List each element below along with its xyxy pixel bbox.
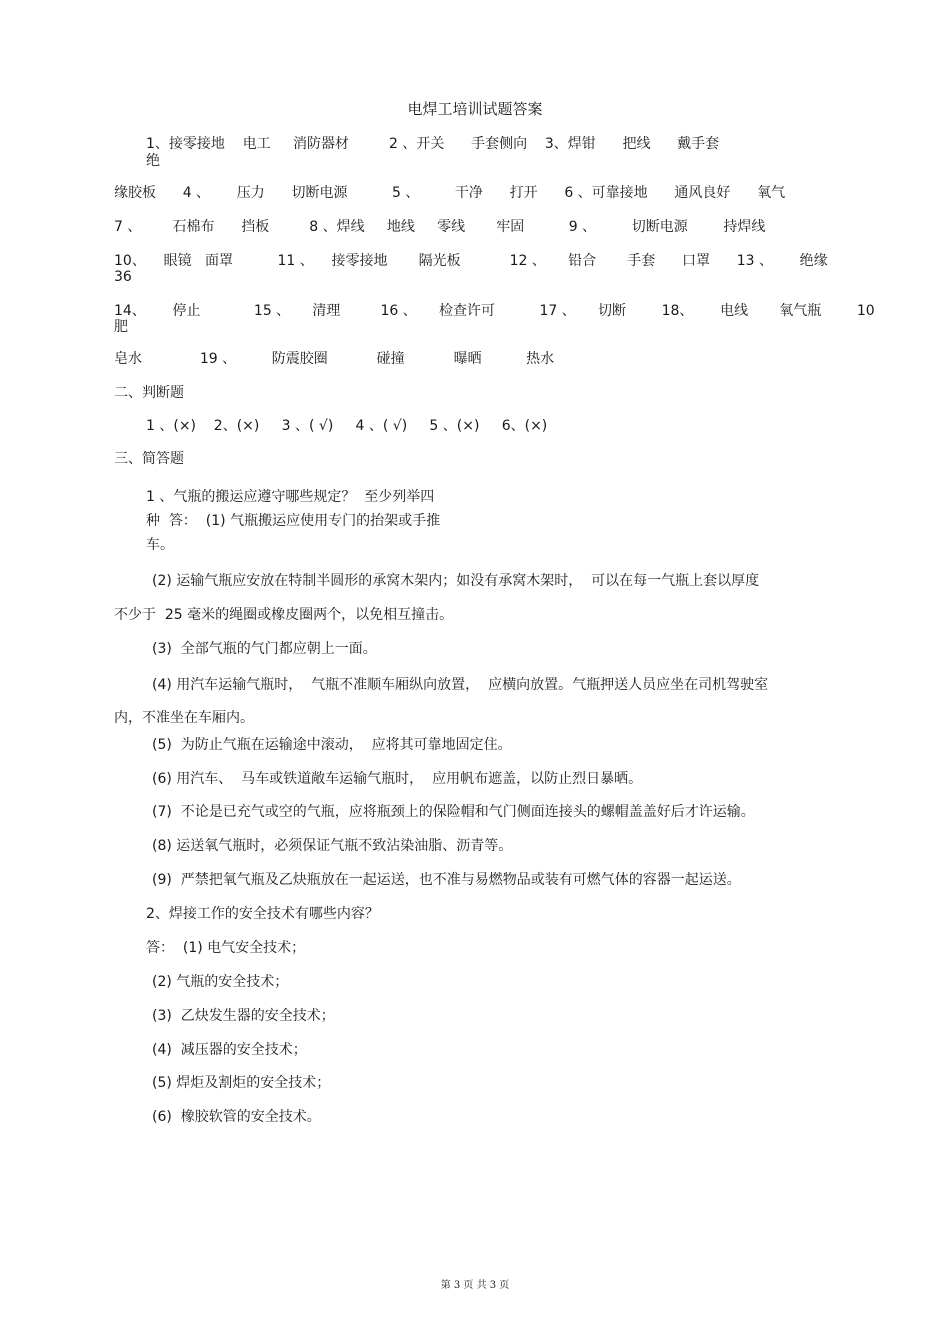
answer-1-item: (7) 不论是已充气或空的气瓶，应将瓶颈上的保险帽和气门侧面连接头的螺帽盖盖好后才许运输。 [152,804,755,820]
fill-blank-line: 绝 [146,153,160,169]
answer-1-item: (8) 运送氧气瓶时，必须保证气瓶不致沾染油脂、沥青等。 [152,838,513,854]
fill-blank-line: 14、 停止 15 、 清理 16 、 检查许可 17 、 切断 18、 电线 氧气瓶 10 [114,303,875,319]
fill-blank-line: 7 、 石棉布 挡板 8 、焊线 地线 零线 牢固 9 、 切断电源 持焊线 [114,219,766,235]
judgement-answers: 1 、(×) 2、(×) 3 、( √) 4 、( √) 5 、(×) 6、(×) [146,418,548,434]
answer-1-item: 内，不准坐在车厢内。 [114,710,254,726]
answer-2-item: (4) 减压器的安全技术； [152,1042,307,1058]
answer-1-item: (3) 全部气瓶的气门都应朝上一面。 [152,641,377,657]
answer-1-item: (4) 用汽车运输气瓶时， 气瓶不准顺车厢纵向放置， 应横向放置。气瓶押送人员应坐在司机驾驶室 [152,677,769,693]
page-footer: 第 3 页 共 3 页 [440,1280,510,1291]
answer-1-item: (6) 用汽车、 马车或铁道敞车运输气瓶时， 应用帆布遮盖，以防止烈日暴晒。 [152,771,643,787]
question-1: 1 、气瓶的搬运应遵守哪些规定？ 至少列举四 [146,489,435,505]
answer-1-item: (2) 运输气瓶应安放在特制半圆形的承窝木架内；如没有承窝木架时， 可以在每一气瓶上套以厚度 [152,573,760,589]
document-title: 电焊工培训试题答案 [407,100,543,118]
section-heading-judgement: 二、判断题 [114,385,184,401]
answer-1-item: 不少于 25 毫米的绳圈或橡皮圈两个，以免相互撞击。 [114,607,454,623]
fill-blank-line: 肥 [114,319,128,335]
fill-blank-line: 1、接零接地 电工 消防器材 2 、开关 手套侧向 3、焊钳 把线 戴手套 [146,136,720,152]
answer-1-line: 种 答： (1) 气瓶搬运应使用专门的抬架或手推 [146,513,441,529]
answer-1-item: (5) 为防止气瓶在运输途中滚动， 应将其可靠地固定住。 [152,737,512,753]
answer-2-item: (2) 气瓶的安全技术； [152,974,289,990]
fill-blank-line: 10、 眼镜 面罩 11 、 接零接地 隔光板 12 、 铅合 手套 口罩 13 、 绝缘 [114,253,828,269]
fill-blank-line: 皂水 19 、 防震胶圈 碰撞 曝晒 热水 [114,351,555,367]
fill-blank-line: 缘胶板 4 、 压力 切断电源 5 、 干净 打开 6 、可靠接地 通风良好 氧气 [114,185,786,201]
question-2: 2、焊接工作的安全技术有哪些内容？ [146,906,379,922]
section-heading-short-answer: 三、简答题 [114,451,184,467]
answer-1-item: (9) 严禁把氧气瓶及乙炔瓶放在一起运送，也不准与易燃物品或装有可燃气体的容器一起运送。 [152,872,741,888]
answer-2-item: (6) 橡胶软管的安全技术。 [152,1109,321,1125]
fill-blank-line: 36 [114,269,132,285]
answer-2-item: 答： (1) 电气安全技术； [146,940,306,956]
answer-2-item: (5) 焊炬及割炬的安全技术； [152,1075,331,1091]
answer-2-item: (3) 乙炔发生器的安全技术； [152,1008,335,1024]
answer-1-line: 车。 [146,537,174,553]
